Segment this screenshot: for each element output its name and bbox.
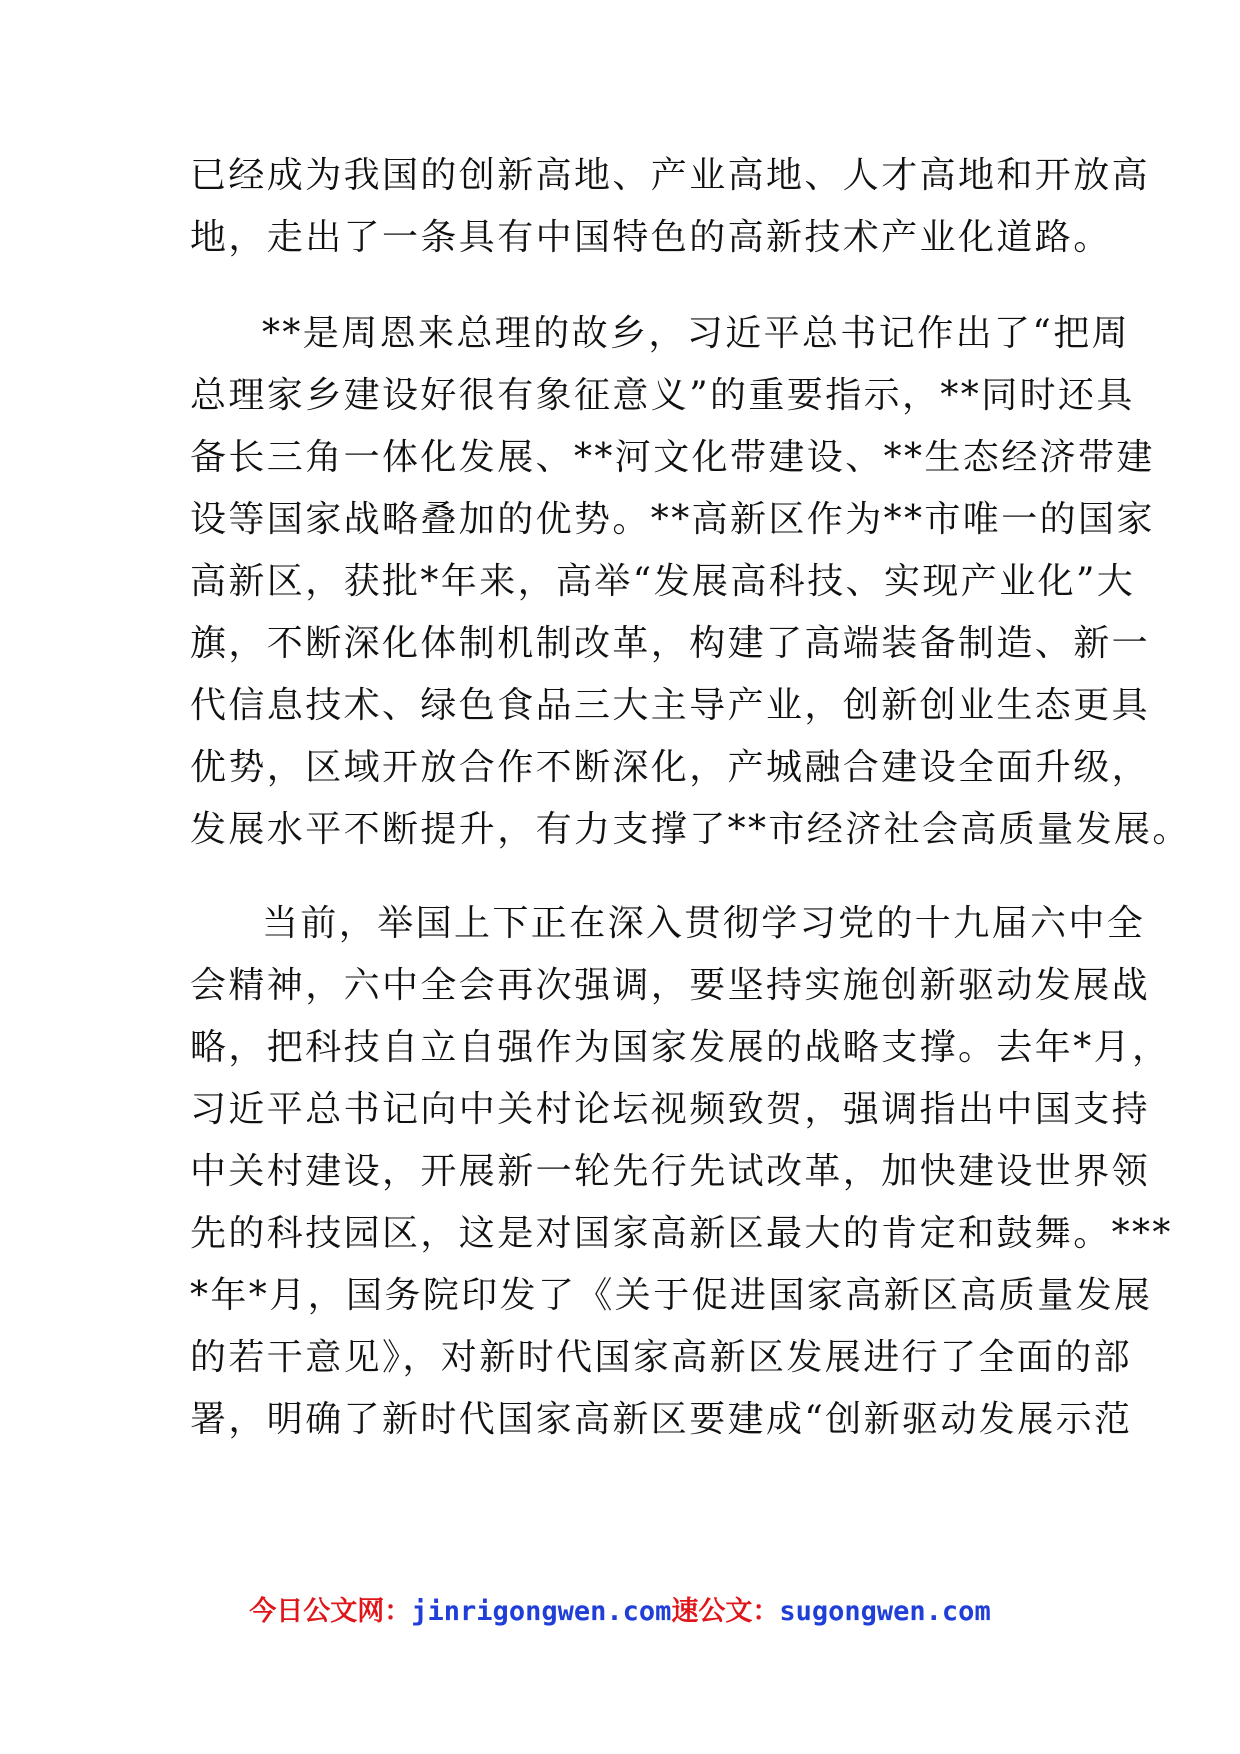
- paragraph-3-line-1: 当前，举国上下正在深入贯彻学习党的十九届六中全: [262, 903, 1146, 944]
- paragraph-2-line-7: 代信息技术、绿色食品三大主导产业，创新创业生态更具: [190, 685, 1151, 726]
- paragraph-2-line-6: 旗，不断深化体制机制改革，构建了高端装备制造、新一: [190, 623, 1151, 664]
- site2-name: 速公文：: [671, 1596, 780, 1627]
- paragraph-3-line-7: *年*月，国务院印发了《关于促进国家高新区高质量发展: [190, 1275, 1153, 1316]
- paragraph-2-line-8: 优势，区域开放合作不断深化，产城融合建设全面升级，: [190, 747, 1151, 788]
- paragraph-1-line-1: 已经成为我国的创新高地、产业高地、人才高地和开放高: [190, 155, 1151, 196]
- paragraph-2-line-2: 总理家乡建设好很有象征意义”的重要指示，**同时还具: [190, 375, 1135, 416]
- paragraph-2-line-3: 备长三角一体化发展、**河文化带建设、**生态经济带建: [190, 437, 1155, 478]
- paragraph-3-line-6: 先的科技园区，这是对国家高新区最大的肯定和鼓舞。***: [190, 1213, 1173, 1254]
- paragraph-3-line-3: 略，把科技自立自强作为国家发展的战略支撑。去年*月，: [190, 1027, 1171, 1068]
- paragraph-2-line-4: 设等国家战略叠加的优势。**高新区作为**市唯一的国家: [190, 499, 1155, 540]
- paragraph-1-line-2: 地，走出了一条具有中国特色的高新技术产业化道路。: [190, 217, 1112, 258]
- site2-link[interactable]: sugongwen.com: [779, 1596, 991, 1627]
- paragraph-2-line-5: 高新区，获批*年来，高举“发展高科技、实现产业化”大: [190, 561, 1136, 602]
- paragraph-3-line-4: 习近平总书记向中关村论坛视频致贺，强调指出中国支持: [190, 1089, 1151, 1130]
- paragraph-3-line-2: 会精神，六中全会再次强调，要坚持实施创新驱动发展战: [190, 965, 1151, 1006]
- paragraph-3-line-8: 的若干意见》，对新时代国家高新区发展进行了全面的部: [190, 1337, 1133, 1378]
- paragraph-2-line-9: 发展水平不断提升，有力支撑了**市经济社会高质量发展。: [190, 809, 1191, 850]
- site1-link[interactable]: jinrigongwen.com: [411, 1596, 672, 1627]
- footer-watermark: [0, 1592, 1240, 1632]
- paragraph-3-line-9: 署，明确了新时代国家高新区要建成“创新驱动发展示范: [190, 1399, 1133, 1440]
- paragraph-2-line-1: **是周恩来总理的故乡，习近平总书记作出了“把周: [262, 313, 1131, 354]
- site1-name: 今日公文网：: [249, 1596, 412, 1627]
- paragraph-3-line-5: 中关村建设，开展新一轮先行先试改革，加快建设世界领: [190, 1151, 1151, 1192]
